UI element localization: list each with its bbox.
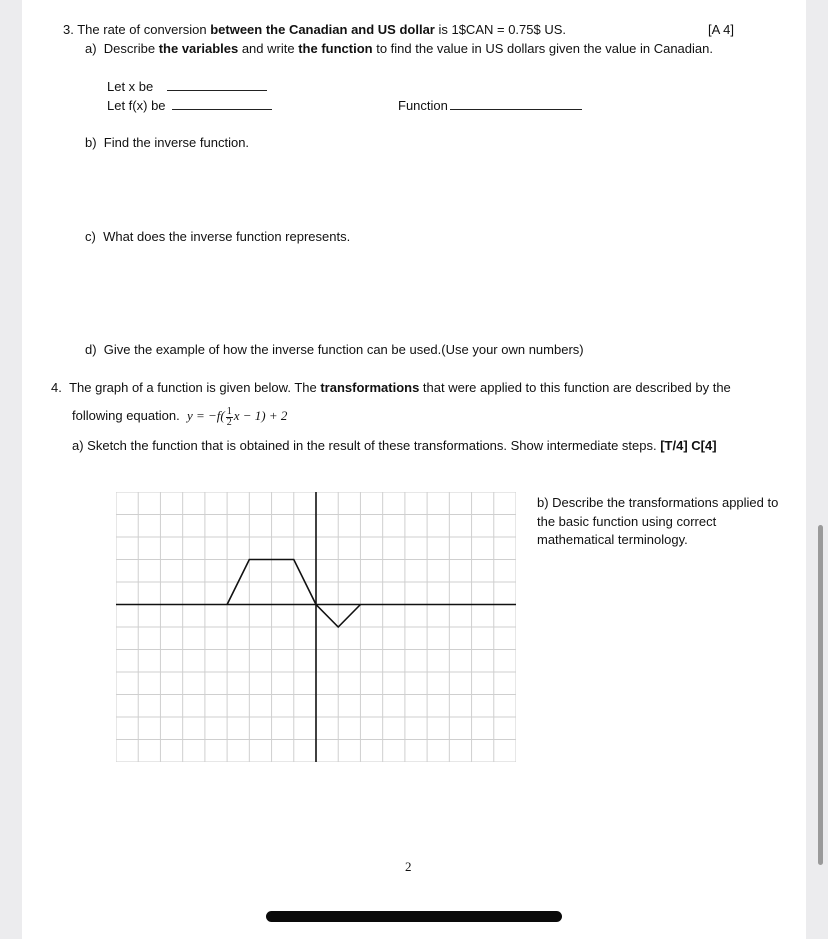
- q3-part-d: d) Give the example of how the inverse function can be used.(Use your own numbers): [85, 342, 584, 357]
- let-x-blank[interactable]: [167, 79, 267, 91]
- home-indicator[interactable]: [266, 911, 562, 922]
- q4-equation-line: following equation. y = −f( $\frac{1}{2}$ x − 1) + 2: [72, 405, 288, 428]
- page-number: 2: [405, 859, 412, 874]
- q3-part-a: a) Describe the variables and write the function to find the value in US dollars given the value in Canadian.: [85, 41, 713, 56]
- let-fx-blank[interactable]: [172, 98, 272, 110]
- scrollbar[interactable]: [818, 525, 823, 865]
- q4-part-a: a) Sketch the function that is obtained in the result of these transformations. Show intermediate steps. [T/4] C[4]: [72, 438, 717, 453]
- q3-part-b: b) Find the inverse function.: [85, 135, 250, 150]
- function-line: Function: [398, 98, 582, 114]
- function-blank[interactable]: [450, 98, 582, 110]
- q4-part-b: b) Describe the transformations applied to the basic function using correct mathematical terminology.: [537, 495, 779, 547]
- q3-part-c: c) What does the inverse function represents.: [85, 229, 351, 244]
- let-x-line: Let x be: [107, 79, 267, 95]
- q3-marks: [A 4]: [708, 22, 735, 37]
- q3-header: 3. The rate of conversion between the Canadian and US dollar is 1$CAN = 0.75$ US.: [63, 22, 567, 37]
- q4-header: 4. The graph of a function is given below. The transformations that were applied to this function are described by the: [51, 380, 731, 395]
- let-fx-line: Let f(x) be: [107, 98, 272, 114]
- coordinate-grid[interactable]: [116, 492, 516, 762]
- transformation-equation: y = −f( $\frac{1}{2}$ x − 1) + 2: [186, 405, 288, 428]
